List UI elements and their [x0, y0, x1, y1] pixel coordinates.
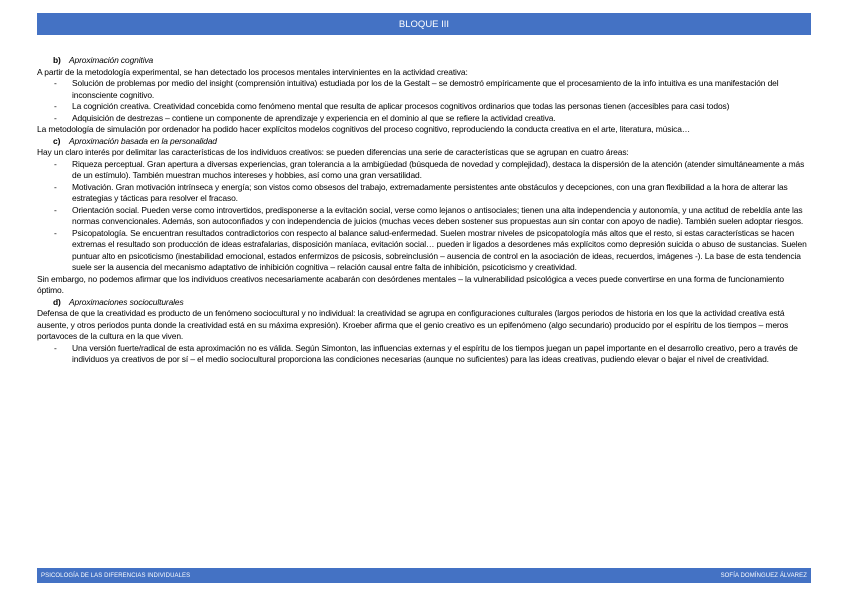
section-c-intro: Hay un claro interés por delimitar las características de los individuos creativos: se pueden diferencias una serie de características que se agrupan en cuatro áreas:	[37, 147, 629, 157]
section-c-outro: Sin embargo, no podemos afirmar que los individuos creativos necesariamente acabarán con desórdenes mentales – la vulnerabilidad psicológica a veces puede convertirse en una forma de funcionamiento óptimo.	[37, 273, 784, 295]
list-item-text: Una versión fuerte/radical de esta aproximación no es válida. Según Simonton, las influencias externas y el espíritu de los tiempos juegan un papel importante en el desarrollo creativo, pero a través de individuos ya creativos de por sí – el medio sociocultural proporciona las condiciones necesarias (aunque no suficientes) para las ideas creativas, pudiendo elevar o bajar el nivel de creatividad.	[72, 342, 798, 364]
list-item: - Adquisición de destrezas – contiene un componente de aprendizaje y experiencia en el dominio al que se refiere la actividad creativa.	[54, 112, 556, 123]
list-item-text: Adquisición de destrezas – contiene un componente de aprendizaje y experiencia en el dominio al que se refiere la actividad creativa.	[72, 112, 556, 123]
section-d-heading	[37, 297, 811, 309]
list-item: - Psicopatología. Se encuentran resultados contradictorios con respecto al balance salud-enfermedad. Suelen mostrar niveles de psicopatología más altos que el resto, si estas características se hacen extremas el resultado son producción de ideas estrafalarias, disposición maníaca, evitación social… pueden ir ligados a desordenes más explícitos como depresión suicida o abuso de sustancias. Suelen puntuar alto en psicoticismo (inestabilidad emocional, estados enfermizos de psicosis, sobreinclusión – ausencia de control en la asociación de ideas, recuerdos, imágenes -). La base de esta tendencia suele ser la ausencia del mecanismo adaptativo de inhibición cognitiva – relación causal entre falta de inhibición, psicoticismo y creatividad.	[54, 227, 807, 272]
list-item: - La cognición creativa. Creatividad concebida como fenómeno mental que resulta de aplicar procesos cognitivos ordinarios que todas las personas tienen (accesibles para casi todos)	[54, 101, 730, 111]
section-c-list	[37, 159, 811, 274]
list-item: - Riqueza perceptual. Gran apertura a diversas experiencias, gran tolerancia a la ambigüedad (búsqueda de novedad y complejidad), destaca la dispersión de la atención (atender simultáneamente a más de un estímulo). También muestran muchos intereses y hobbies, así como una gran versatilidad.	[54, 158, 805, 180]
list-item-text: Psicopatología. Se encuentran resultados contradictorios con respecto al balance salud-enfermedad. Suelen mostrar niveles de psicopatología más altos que el resto, si estas características se hacen extremas el resultado son producción de ideas estrafalarias, disposición maníaca, evitación social… pueden ir ligados a desordenes más explícitos como depresión suicida o abuso de sustancias. Suelen puntuar alto en psicoticismo (inestabilidad emocional, estados enfermizos de psicosis, sobreinclusión – ausencia de control en la asociación de ideas, recuerdos, imágenes -). La base de esta tendencia suele ser la ausencia del mecanismo adaptativo de inhibición cognitiva – relación causal entre falta de inhibición, psicoticismo y creatividad.	[72, 227, 807, 272]
section-d-label: d)	[53, 296, 61, 307]
section-c-label: c)	[53, 135, 61, 146]
page-header	[37, 13, 811, 35]
section-b-heading	[37, 55, 811, 67]
list-item: - Una versión fuerte/radical de esta aproximación no es válida. Según Simonton, las influencias externas y el espíritu de los tiempos juegan un papel importante en el desarrollo creativo, pero a través de individuos ya creativos de por sí – el medio sociocultural proporciona las condiciones necesarias (aunque no suficientes) para las ideas creativas, pudiendo elevar o bajar el nivel de creatividad.	[54, 342, 798, 364]
list-item-text: Motivación. Gran motivación intrínseca y energía; son vistos como obsesos del trabajo, extremadamente persistentes ante obstáculos y decepciones, con una gran flexibilidad a la hora de alterar las estrategias y tácticas para resolver el fracaso.	[72, 181, 788, 203]
section-b-outro: La metodología de simulación por ordenador ha podido hacer explícitos modelos cognitivos del proceso cognitivo, reproduciendo la conducta creativa en el arte, literatura, música…	[37, 124, 691, 134]
page-footer	[37, 568, 811, 583]
list-item-text: Solución de problemas por medio del insight (comprensión intuitiva) estudiada por los de la Gestalt – se demostró empíricamente que el procesamiento de la info intuitiva es una manifestación del inconsciente cognitivo.	[72, 78, 779, 100]
header-title: BLOQUE III	[398, 18, 450, 30]
section-c-title: Aproximación basada en la personalidad	[69, 135, 217, 146]
list-item: - Motivación. Gran motivación intrínseca y energía; son vistos como obsesos del trabajo, extremadamente persistentes ante obstáculos y decepciones, con una gran flexibilidad a la hora de alterar las estrategias y tácticas para resolver el fracaso.	[54, 181, 788, 203]
section-b-intro: A partir de la metodología experimental, se han detectado los procesos mentales intervinientes en la actividad creativa:	[37, 66, 468, 77]
list-item-text: La cognición creativa. Creatividad concebida como fenómeno mental que resulta de aplicar procesos cognitivos ordinarios que todas las personas tienen (accesibles para casi todos)	[72, 101, 730, 111]
section-b-list	[37, 78, 811, 124]
section-c-heading	[37, 136, 811, 148]
document-body	[37, 55, 811, 366]
section-b-title: Aproximación cognitiva	[69, 55, 154, 65]
list-item-text: Riqueza perceptual. Gran apertura a diversas experiencias, gran tolerancia a la ambigüedad (búsqueda de novedad y complejidad), destaca la dispersión de la atención (atender simultáneamente a más de un estímulo). También muestran muchos intereses y hobbies, así como una gran versatilidad.	[72, 158, 805, 180]
section-d-intro: Defensa de que la creatividad es producto de un fenómeno sociocultural y no individual: la creatividad se agrupa en configuraciones culturales (largos periodos de historia en los que la actividad creativa está ausente, y otros periodos punta donde la creatividad está en su máxima expresión). Kroeber afirma que el genio creativo es un epifenómeno (algo secundario) producido por el espíritu de los tiempos – meros portavoces de la cultura en la que viven.	[37, 308, 789, 341]
list-item: - Solución de problemas por medio del insight (comprensión intuitiva) estudiada por los de la Gestalt – se demostró empíricamente que el procesamiento de la info intuitiva es una manifestación del inconsciente cognitivo.	[54, 78, 779, 100]
list-item-text: Orientación social. Pueden verse como introvertidos, predisponerse a la evitación social, verse como lejanos o antisociales; tienen una alta independencia y autonomía, y una actitud de rebeldía ante las normas convencionales. Además, son autoconfiados y con independencia de juicios (muchas veces deben sostener sus propuestas aun sin contar con apoyo de nadie). También suelen adoptar riesgos.	[72, 204, 804, 226]
footer-left: PSICOLOGÍA DE LAS DIFERENCIAS INDIVIDUALES	[41, 572, 191, 579]
section-b-label: b)	[53, 55, 61, 65]
list-item: - Orientación social. Pueden verse como introvertidos, predisponerse a la evitación social, verse como lejanos o antisociales; tienen una alta independencia y autonomía, y una actitud de rebeldía ante las normas convencionales. Además, son autoconfiados y con independencia de juicios (muchas veces deben sostener sus propuestas aun sin contar con apoyo de nadie). También suelen adoptar riesgos.	[54, 204, 804, 226]
section-d-title: Aproximaciones socioculturales	[69, 296, 184, 307]
section-d-list	[37, 343, 811, 366]
footer-right: SOFÍA DOMÍNGUEZ ÁLVAREZ	[720, 572, 807, 579]
